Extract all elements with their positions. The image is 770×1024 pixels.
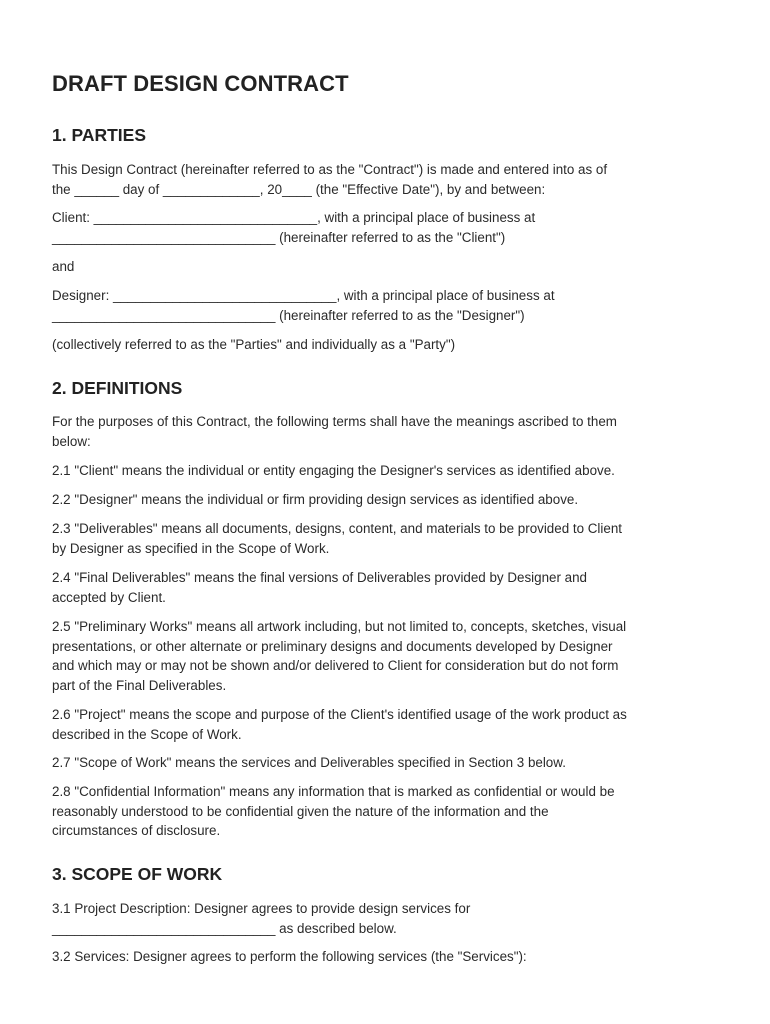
designer-paragraph bbox=[52, 286, 555, 325]
text-line: the ______ day of _____________, 20____ (the "Effective Date"), by and between: bbox=[52, 181, 546, 197]
text-line: For the purposes of this Contract, the following terms shall have the meanings ascribed to them bbox=[52, 414, 617, 429]
client-paragraph bbox=[52, 208, 535, 247]
text-line: described in the Scope of Work. bbox=[52, 726, 242, 742]
text-line: circumstances of disclosure. bbox=[52, 823, 221, 838]
text-line: Client: ______________________________, with a principal place of business at bbox=[52, 210, 536, 225]
definitions-intro-paragraph bbox=[52, 412, 617, 451]
parties-intro-paragraph bbox=[52, 160, 607, 199]
definition-2-6 bbox=[52, 705, 627, 744]
definition-2-3 bbox=[52, 519, 622, 558]
section-heading-definitions: 2. DEFINITIONS bbox=[52, 378, 183, 398]
document-title: DRAFT DESIGN CONTRACT bbox=[52, 71, 349, 96]
text-line: 3.1 Project Description: Designer agrees to provide design services for bbox=[52, 901, 471, 916]
text-line: below: bbox=[52, 433, 91, 449]
text-line: 2.4 "Final Deliverables" means the final versions of Deliverables provided by Designer and bbox=[52, 570, 587, 585]
definition-2-7 bbox=[52, 753, 566, 773]
scope-3-2 bbox=[52, 947, 527, 967]
and-paragraph bbox=[52, 257, 74, 277]
text-line: This Design Contract (hereinafter referred to as the "Contract") is made and entered into as of bbox=[52, 162, 608, 177]
text-line: by Designer as specified in the Scope of Work. bbox=[52, 540, 330, 556]
scope-3-1 bbox=[52, 899, 470, 938]
text-line: 2.2 "Designer" means the individual or firm providing design services as identified above. bbox=[52, 492, 579, 507]
text-line: 2.1 "Client" means the individual or entity engaging the Designer's services as identified above. bbox=[52, 463, 615, 478]
definition-2-1 bbox=[52, 461, 615, 481]
text-line: 2.8 "Confidential Information" means any information that is marked as confidential or would be bbox=[52, 784, 615, 799]
text-line: ______________________________ (hereinafter referred to as the "Client") bbox=[52, 229, 506, 245]
collective-paragraph bbox=[52, 335, 455, 355]
definition-2-5 bbox=[52, 617, 626, 695]
text-line: 2.6 "Project" means the scope and purpose of the Client's identified usage of the work product as bbox=[52, 707, 627, 722]
text-line: 3.2 Services: Designer agrees to perform the following services (the "Services"): bbox=[52, 949, 527, 964]
text-line: Designer: ______________________________, with a principal place of business at bbox=[52, 288, 555, 303]
text-line: ______________________________ (hereinafter referred to as the "Designer") bbox=[52, 307, 525, 323]
definition-2-2 bbox=[52, 490, 578, 510]
text-line: part of the Final Deliverables. bbox=[52, 677, 227, 693]
text-line: 2.3 "Deliverables" means all documents, designs, content, and materials to be provided to Client bbox=[52, 521, 622, 536]
text-line: accepted by Client. bbox=[52, 589, 166, 605]
text-line: and which may or may not be shown and/or delivered to Client for consideration but do not form bbox=[52, 658, 619, 673]
definition-2-8 bbox=[52, 782, 615, 841]
text-line: presentations, or other alternate or preliminary designs and documents developed by Designer bbox=[52, 638, 613, 654]
section-heading-scope-of-work: 3. SCOPE OF WORK bbox=[52, 864, 223, 884]
text-line: and bbox=[52, 259, 75, 274]
section-heading-parties: 1. PARTIES bbox=[52, 125, 147, 145]
definition-2-4 bbox=[52, 568, 587, 607]
text-line: (collectively referred to as the "Parties" and individually as a "Party") bbox=[52, 337, 456, 352]
text-line: reasonably understood to be confidential given the nature of the information and the bbox=[52, 803, 549, 819]
text-line: 2.5 "Preliminary Works" means all artwork including, but not limited to, concepts, sketches, visual bbox=[52, 619, 627, 634]
text-line: 2.7 "Scope of Work" means the services and Deliverables specified in Section 3 below. bbox=[52, 755, 566, 770]
text-line: ______________________________ as described below. bbox=[52, 920, 397, 936]
